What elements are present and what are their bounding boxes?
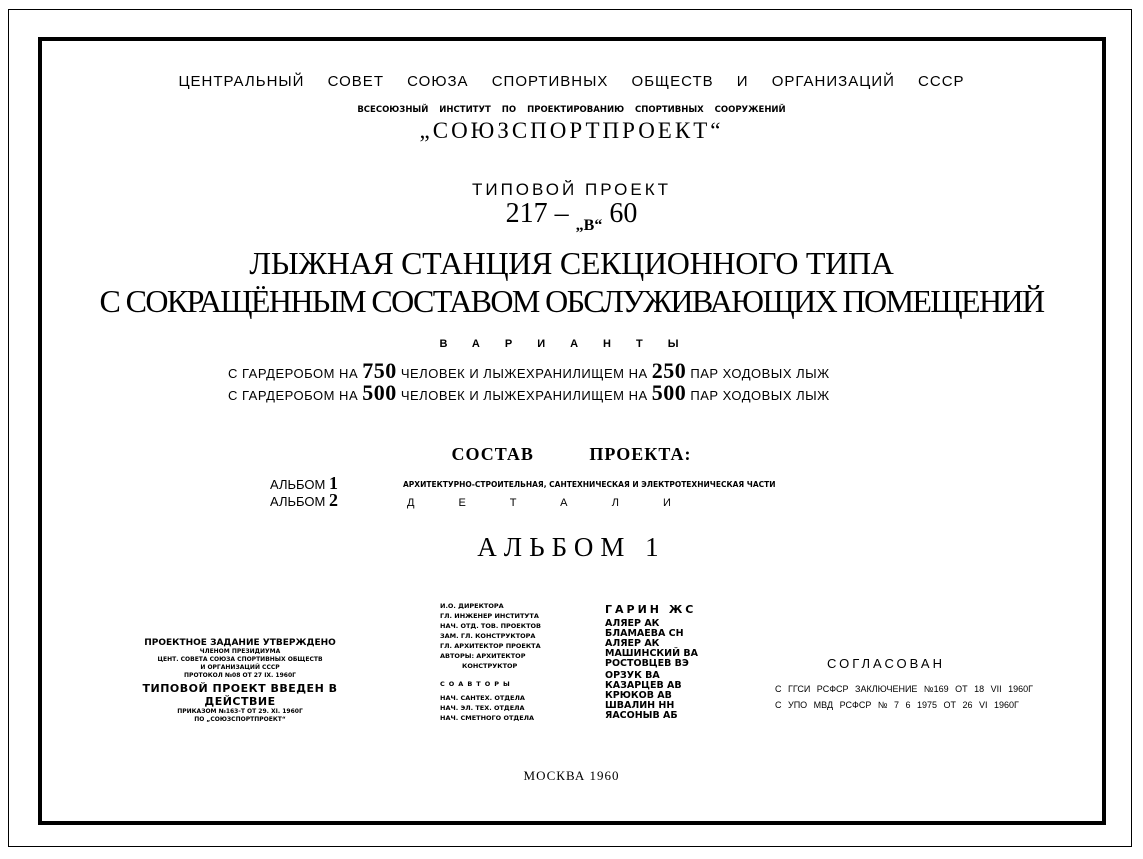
role-item: КОНСТРУКТОР [462, 662, 518, 670]
approval-line-8: ПО „СОЮЗСПОРТПРОЕКТ“ [194, 716, 286, 723]
role-item: АВТОРЫ: АРХИТЕКТОР [440, 652, 526, 660]
name-item: АЛЯЕР АК [605, 618, 660, 629]
variant-1-text-a: С ГАРДЕРОБОМ НА [228, 366, 363, 381]
variant-1-ski-storage: 250 [651, 358, 687, 383]
role-item: НАЧ. ЭЛ. ТЕХ. ОТДЕЛА [440, 704, 525, 712]
name-item: КРЮКОВ АВ [605, 690, 672, 701]
agreed-line-1: С ГГСИ РСФСР ЗАКЛЮЧЕНИЕ №169 ОТ 18 VII 1960Г [775, 684, 1033, 694]
composition-heading: СОСТАВ ПРОЕКТА: [451, 444, 692, 464]
project-label: ТИПОВОЙ ПРОЕКТ [471, 180, 672, 199]
name-item: КАЗАРЦЕВ АВ [605, 680, 682, 691]
role-item: НАЧ. ОТД. ТОВ. ПРОЕКТОВ [440, 622, 541, 630]
organization-line: ЦЕНТРАЛЬНЫЙ СОВЕТ СОЮЗА СПОРТИВНЫХ ОБЩЕСТВ И ОРГАНИЗАЦИЙ СССР [178, 73, 965, 90]
approval-line-3: ЦЕНТ. СОВЕТА СОЮЗА СПОРТИВНЫХ ОБЩЕСТВ [157, 656, 323, 663]
project-title-line2: С СОКРАЩЁННЫМ СОСТАВОМ ОБСЛУЖИВАЮЩИХ ПОМЕЩЕНИЙ [99, 283, 1044, 319]
variant-1-text-b: ЧЕЛОВЕК И ЛЫЖЕХРАНИЛИЩЕМ НА [396, 366, 652, 381]
project-number-main: 217 – [505, 198, 576, 229]
project-title-line1: ЛЫЖНАЯ СТАНЦИЯ СЕКЦИОННОГО ТИПА [249, 245, 894, 281]
variant-2-text-b: ЧЕЛОВЕК И ЛЫЖЕХРАНИЛИЩЕМ НА [396, 388, 652, 403]
approval-line-2: ЧЛЕНОМ ПРЕЗИДИУМА [199, 648, 281, 655]
album-2-description: ДЕТАЛИ [407, 497, 715, 509]
album-title: АЛЬБОМ 1 [477, 532, 666, 562]
role-item: ГЛ. АРХИТЕКТОР ПРОЕКТА [440, 642, 541, 650]
approval-line-7: ПРИКАЗОМ №163-Т ОТ 29. XI. 1960Г [177, 708, 303, 715]
signature-names [605, 601, 698, 721]
role-item: И.О. ДИРЕКТОРА [440, 602, 504, 610]
name-item: ЯАСОНЫВ АБ [605, 710, 678, 721]
approval-line-4: И ОРГАНИЗАЦИЙ СССР [200, 664, 280, 671]
name-item: ОРЗУК ВА [605, 670, 660, 681]
variant-2 [228, 380, 830, 406]
place-and-year: МОСКВА 1960 [523, 768, 620, 783]
variant-2-capacity: 500 [362, 380, 397, 405]
name-item: РОСТОВЦЕВ ВЭ [605, 658, 689, 669]
name-item: ШВАЛИН НН [605, 700, 675, 711]
variant-1-text-c: ПАР ХОДОВЫХ ЛЫЖ [686, 366, 830, 381]
variant-2-ski-storage: 500 [651, 380, 687, 405]
role-item: НАЧ. САНТЕХ. ОТДЕЛА [440, 694, 525, 702]
name-item: БЛАМАЕВА СН [605, 628, 684, 639]
album-2-label-text: АЛЬБОМ [270, 494, 329, 509]
album-1-number: 1 [328, 473, 338, 493]
variants-heading: ВАРИАНТЫ [439, 338, 704, 350]
album-2-number: 2 [328, 490, 338, 510]
album-1-label-text: АЛЬБОМ [270, 477, 329, 492]
signature-roles [440, 601, 541, 723]
role-item: ГЛ. ИНЖЕНЕР ИНСТИТУТА [440, 612, 539, 620]
role-item: ЗАМ. ГЛ. КОНСТРУКТОРА [440, 632, 536, 640]
album-2-label [270, 490, 338, 511]
approval-line-5: ПРОТОКОЛ №08 ОТ 27 IX. 1960Г [184, 672, 296, 679]
approval-block [120, 638, 360, 724]
project-number [0, 198, 1143, 235]
agreed-line-2: С УПО МВД РСФСР № 7 6 1975 ОТ 26 VI 1960Г [775, 700, 1019, 710]
name-item: АЛЯЕР АК [605, 638, 660, 649]
role-item: НАЧ. СМЕТНОГО ОТДЕЛА [440, 714, 535, 722]
approval-line-6: ТИПОВОЙ ПРОЕКТ ВВЕДЕН В ДЕЙСТВИЕ [142, 682, 338, 708]
project-number-letter: „В“ [575, 217, 603, 234]
approval-line-1: ПРОЕКТНОЕ ЗАДАНИЕ УТВЕРЖДЕНО [144, 638, 336, 648]
agreed-title: СОГЛАСОВАН [827, 656, 945, 671]
name-item: ГАРИН ЖС [605, 603, 697, 616]
album-1-description: АРХИТЕКТУРНО-СТРОИТЕЛЬНАЯ, САНТЕХНИЧЕСКАЯ И ЭЛЕКТРОТЕХНИЧЕСКАЯ ЧАСТИ [403, 480, 776, 489]
name-item: МАШИНСКИЙ ВА [605, 648, 698, 659]
institute-full-name: ВСЕСОЮЗНЫЙ ИНСТИТУТ ПО ПРОЕКТИРОВАНИЮ СПОРТИВНЫХ СООРУЖЕНИЙ [357, 105, 786, 115]
project-number-year: 60 [602, 198, 638, 229]
variant-2-text-c: ПАР ХОДОВЫХ ЛЫЖ [686, 388, 830, 403]
agreed-block [775, 656, 1033, 713]
institute-name: „СОЮЗСПОРТПРОЕКТ“ [419, 118, 724, 143]
variant-1-capacity: 750 [362, 358, 397, 383]
role-item: СОАВТОРЫ [440, 680, 514, 688]
variant-2-text-a: С ГАРДЕРОБОМ НА [228, 388, 363, 403]
